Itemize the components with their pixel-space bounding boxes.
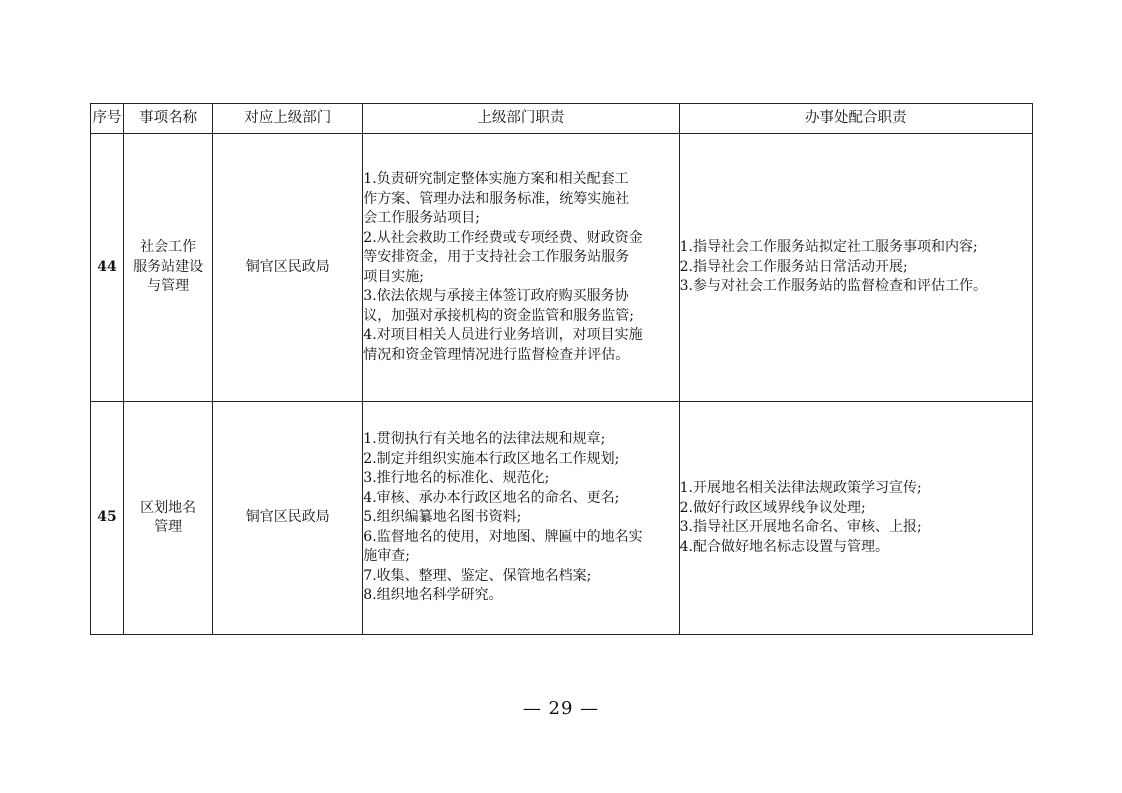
cooperation-line: 4.配合做好地名标志设置与管理。 — [679, 538, 889, 555]
table-row — [91, 134, 1033, 402]
duty-line: 1.贯彻执行有关地名的法律法规和规章; — [363, 431, 606, 448]
header-office-cooperation: 办事处配合职责 — [679, 104, 1032, 134]
cooperation-line: 1.开展地名相关法律法规政策学习宣传; — [679, 480, 922, 496]
duty-line: 议，加强对承接机构的资金监管和服务监管; — [363, 307, 634, 324]
duty-line: 5.组织编纂地名图书资料; — [363, 509, 522, 526]
table-header-row — [91, 104, 1033, 134]
duty-line: 6.监督地名的使用，对地图、牌匾中的地名实 — [363, 528, 643, 545]
cooperation-line: 2.指导社会工作服务站日常活动开展; — [679, 258, 908, 275]
duty-line: 1.负责研究制定整体实施方案和相关配套工 — [363, 171, 629, 187]
cooperation-line: 3.指导社区开展地名命名、审核、上报; — [679, 519, 922, 535]
page-number: — 29 — — [522, 698, 600, 719]
duty-line: 2.制定并组织实施本行政区地名工作规划; — [363, 450, 620, 467]
superior-dept: 铜官区民政局 — [213, 402, 363, 635]
header-item-name: 事项名称 — [124, 104, 213, 134]
duty-line: 会工作服务站项目; — [363, 210, 480, 226]
office-cooperation-duties — [679, 134, 1032, 402]
duty-line: 4.对项目相关人员进行业务培训，对项目实施 — [363, 327, 643, 343]
duty-line: 3.依法依规与承接主体签订政府购买服务协 — [363, 288, 629, 304]
duties-table — [90, 103, 1033, 635]
duty-line: 等安排资金，用于支持社会工作服务站服务 — [363, 249, 630, 265]
cooperation-line: 2.做好行政区域界线争议处理; — [679, 499, 866, 516]
duty-line: 7.收集、整理、鉴定、保管地名档案; — [363, 567, 592, 584]
duty-line: 4.审核、承办本行政区地名的命名、更名; — [363, 489, 620, 506]
item-name-line: 社会工作 — [140, 239, 197, 256]
header-superior-duties: 上级部门职责 — [363, 104, 679, 134]
superior-duties — [363, 402, 679, 635]
duty-line: 作方案、管理办法和服务标准，统筹实施社 — [363, 190, 630, 207]
item-name — [124, 402, 213, 635]
row-number: 45 — [91, 402, 124, 635]
duty-line: 情况和资金管理情况进行监督检查并评估。 — [363, 346, 630, 363]
superior-dept: 铜官区民政局 — [213, 134, 363, 402]
header-no: 序号 — [91, 104, 124, 134]
header-superior-dept: 对应上级部门 — [213, 104, 363, 134]
duty-line: 施审查; — [363, 548, 410, 565]
item-name-line: 与管理 — [147, 278, 190, 295]
duty-line: 项目实施; — [363, 268, 424, 285]
duty-line: 2.从社会救助工作经费或专项经费、财政资金 — [363, 229, 643, 246]
cooperation-line: 3.参与对社会工作服务站的监督检查和评估工作。 — [679, 278, 987, 295]
item-name-line: 服务站建设 — [133, 258, 204, 275]
duty-line: 3.推行地名的标准化、规范化; — [363, 470, 550, 487]
superior-duties — [363, 134, 679, 402]
office-cooperation-duties — [679, 402, 1032, 635]
item-name-line: 管理 — [154, 519, 183, 535]
table-row — [91, 402, 1033, 635]
duty-line: 8.组织地名科学研究。 — [363, 587, 503, 604]
item-name — [124, 134, 213, 402]
row-number: 44 — [91, 134, 124, 402]
cooperation-line: 1.指导社会工作服务站拟定社工服务事项和内容; — [679, 239, 978, 256]
item-name-line: 区划地名 — [140, 499, 197, 516]
